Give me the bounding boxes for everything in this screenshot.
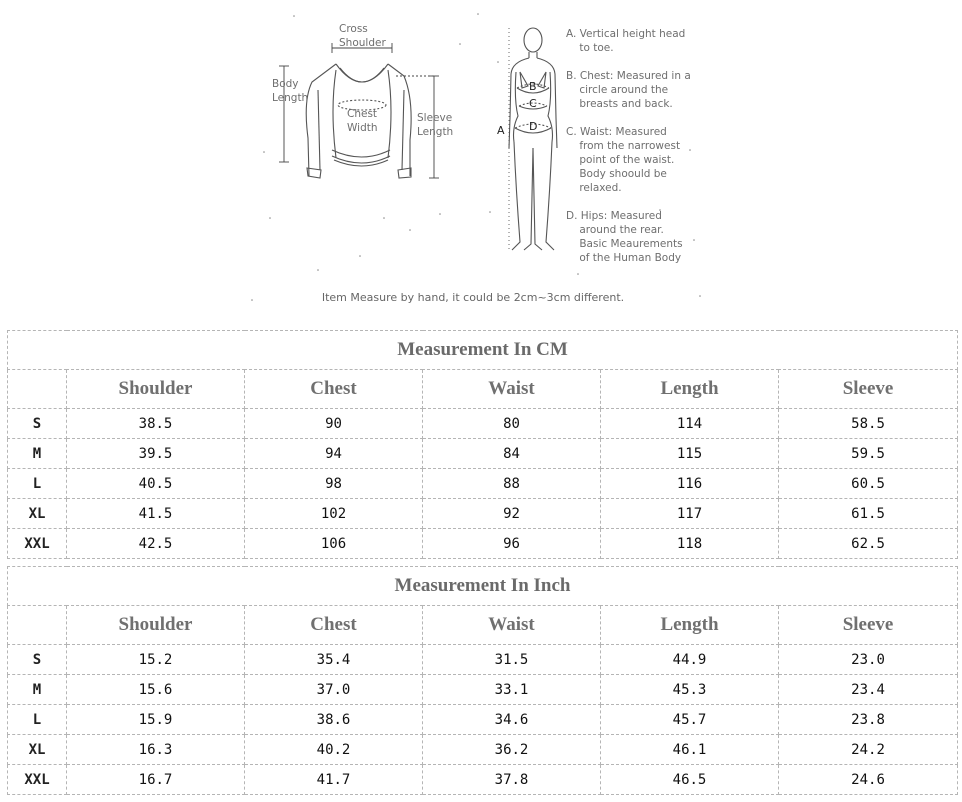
note-d: D. Hips: Measured around the rear. Basic Meaurements of the Human Body [566,210,683,264]
inch-header-chest: Chest [245,606,423,645]
body-letter-a: A [497,124,505,137]
body-letter-c: C [529,97,537,110]
cell-length: 45.7 [601,705,779,735]
table-row [8,705,958,735]
inch-size-table [7,566,958,795]
size-label: XXL [8,765,67,795]
body-letter-d: D [529,120,538,133]
cm-table-title: Measurement In CM [8,331,958,370]
cross-shoulder-label: Cross Shoulder [339,23,386,49]
cell-length: 115 [601,439,779,469]
cell-sleeve: 24.6 [779,765,958,795]
cell-waist: 33.1 [423,675,601,705]
table-row [8,735,958,765]
cell-sleeve: 58.5 [779,409,958,439]
cell-chest: 35.4 [245,645,423,675]
garment-and-body-illustration [0,0,962,325]
cell-length: 46.5 [601,765,779,795]
cell-sleeve: 62.5 [779,529,958,559]
cell-chest: 41.7 [245,765,423,795]
size-label: XXL [8,529,67,559]
inch-header-waist: Waist [423,606,601,645]
cell-waist: 37.8 [423,765,601,795]
cell-shoulder: 15.6 [67,675,245,705]
measurement-diagram [0,0,962,325]
cell-chest: 40.2 [245,735,423,765]
cell-waist: 31.5 [423,645,601,675]
cell-chest: 90 [245,409,423,439]
inch-header-length: Length [601,606,779,645]
size-label: S [8,645,67,675]
inch-table-title: Measurement In Inch [8,567,958,606]
cell-waist: 36.2 [423,735,601,765]
cell-chest: 98 [245,469,423,499]
size-label: M [8,675,67,705]
cell-length: 45.3 [601,675,779,705]
size-label: XL [8,735,67,765]
size-label: S [8,409,67,439]
size-label: M [8,439,67,469]
cell-chest: 38.6 [245,705,423,735]
cell-shoulder: 38.5 [67,409,245,439]
size-label: L [8,469,67,499]
cell-sleeve: 60.5 [779,469,958,499]
cell-length: 44.9 [601,645,779,675]
measure-footnote: Item Measure by hand, it could be 2cm~3cm different. [321,291,625,304]
cm-size-table [7,330,958,559]
body-letter-b: B [529,80,537,93]
human-body-illustration [509,28,557,250]
cell-shoulder: 42.5 [67,529,245,559]
cell-chest: 102 [245,499,423,529]
table-row [8,409,958,439]
cell-waist: 96 [423,529,601,559]
size-label: L [8,705,67,735]
cell-length: 114 [601,409,779,439]
inch-header-sleeve: Sleeve [779,606,958,645]
cell-shoulder: 15.9 [67,705,245,735]
cell-waist: 84 [423,439,601,469]
cell-length: 116 [601,469,779,499]
body-length-label: Body Length [272,78,309,104]
cell-length: 46.1 [601,735,779,765]
cell-chest: 37.0 [245,675,423,705]
size-label: XL [8,499,67,529]
cell-chest: 94 [245,439,423,469]
cell-waist: 92 [423,499,601,529]
inch-header-corner [8,606,67,645]
cell-length: 117 [601,499,779,529]
cell-sleeve: 23.8 [779,705,958,735]
sleeve-length-label: Sleeve Length [417,112,454,138]
cell-sleeve: 61.5 [779,499,958,529]
cm-header-waist: Waist [423,370,601,409]
cell-shoulder: 41.5 [67,499,245,529]
cm-header-chest: Chest [245,370,423,409]
cell-shoulder: 15.2 [67,645,245,675]
cell-shoulder: 16.3 [67,735,245,765]
cell-shoulder: 16.7 [67,765,245,795]
cm-header-corner [8,370,67,409]
table-row [8,645,958,675]
table-row [8,529,958,559]
note-c: C. Waist: Measured from the narrowest point of the waist. Body shoould be relaxed. [566,126,681,194]
cell-waist: 80 [423,409,601,439]
chest-width-label: Chest Width [347,108,378,134]
cell-waist: 34.6 [423,705,601,735]
cm-header-sleeve: Sleeve [779,370,958,409]
table-row [8,675,958,705]
table-row [8,469,958,499]
cell-shoulder: 39.5 [67,439,245,469]
cm-header-length: Length [601,370,779,409]
table-row [8,499,958,529]
table-row [8,765,958,795]
cell-sleeve: 23.0 [779,645,958,675]
table-row [8,439,958,469]
cell-waist: 88 [423,469,601,499]
cm-header-shoulder: Shoulder [67,370,245,409]
inch-header-shoulder: Shoulder [67,606,245,645]
note-b: B. Chest: Measured in a circle around the breasts and back. [566,70,691,110]
cell-sleeve: 59.5 [779,439,958,469]
cell-shoulder: 40.5 [67,469,245,499]
cell-sleeve: 24.2 [779,735,958,765]
cell-length: 118 [601,529,779,559]
cell-sleeve: 23.4 [779,675,958,705]
note-a: A. Vertical height head to toe. [566,28,686,54]
cell-chest: 106 [245,529,423,559]
